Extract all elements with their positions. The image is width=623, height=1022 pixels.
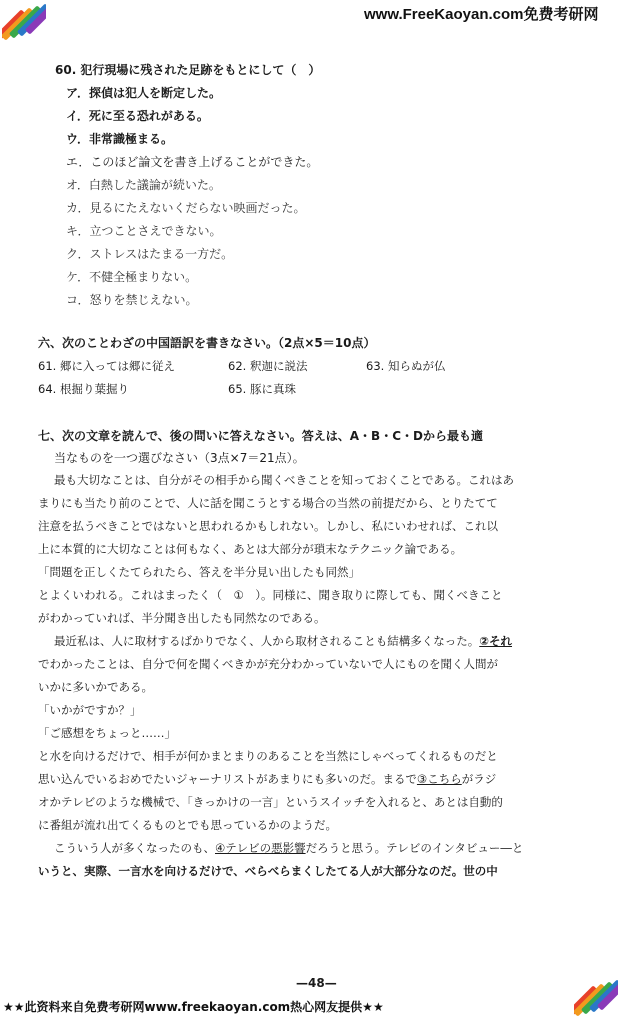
site-title: www.FreeKaoyan.com免费考研网 xyxy=(364,6,599,23)
passage-line: とよくいわれる。これはまったく（ ① ）。同様に、聞き取りに際しても、聞くべきこと xyxy=(38,588,503,602)
passage-line: オかテレビのような機械で、「きっかけの一言」というスイッチを入れると、あとは自動的 xyxy=(38,795,503,809)
section7-title: 七、次の文章を読んで、後の問いに答えなさい。答えは、A・B・C・Dから最も適 xyxy=(38,429,483,443)
q60-option: キ．立つことさえできない。 xyxy=(66,224,222,238)
passage-line: 最も大切なことは、自分がその相手から聞くべきことを知っておくことである。これはあ xyxy=(54,473,514,487)
section6-title: 六、次のことわざの中国語訳を書きなさい。（2点×5＝10点） xyxy=(38,336,376,350)
underlined-phrase: ②それ xyxy=(479,634,513,648)
logo-icon xyxy=(2,2,46,46)
proverb-item: 62. 釈迦に説法 xyxy=(228,359,308,373)
q60-option: ケ．不健全極まりない。 xyxy=(66,270,198,284)
underlined-phrase: ③こちら xyxy=(416,772,462,786)
q60-option: オ．白熱した議論が続いた。 xyxy=(66,178,221,192)
passage-line: こういう人が多くなったのも、④テレビの悪影響だろうと思う。テレビのインタビュー―と xyxy=(54,841,524,855)
passage-line: いうと、実際、一言水を向けるだけで、べらべらまくしたてる人が大部分なのだ。世の中 xyxy=(38,864,498,878)
footer-notice: ★★此资料来自免费考研网www.freekaoyan.com热心网友提供★★ xyxy=(3,1000,384,1014)
passage-line: まりにも当たり前のことで、人に話を聞こうとする場合の当然の前提だから、とりたてて xyxy=(38,496,498,510)
passage-line: がわかっていれば、半分聞き出したも同然なのである。 xyxy=(38,611,326,625)
passage-line: と水を向けるだけで、相手が何かまとまりのあることを当然にしゃべってくれるものだと xyxy=(38,749,498,763)
q60-option: イ．死に至る恐れがある。 xyxy=(66,109,209,123)
q60-option: ウ．非常識極まる。 xyxy=(66,132,174,146)
passage-line: 上に本質的に大切なことは何もなく、あとは大部分が瑣末なテクニック論である。 xyxy=(38,542,463,556)
proverb-item: 65. 豚に真珠 xyxy=(228,382,296,396)
q60-option: コ．怒りを禁じえない。 xyxy=(66,293,198,307)
passage-line: に番組が流れ出てくるものとでも思っているかのようだ。 xyxy=(38,818,337,832)
passage-line: 注意を払うべきことではないと思われるかもしれない。しかし、私にいわせれば、これ以 xyxy=(38,519,498,533)
passage-line: 最近私は、人に取材するばかりでなく、人から取材されることも結構多くなった。②それ xyxy=(54,634,513,648)
passage-line: 「ご感想をちょっと……」 xyxy=(38,726,176,740)
proverb-item: 64. 根掘り葉掘り xyxy=(38,382,129,396)
proverb-item: 61. 郷に入っては郷に従え xyxy=(38,359,175,373)
section7-title: 当なものを一つ選びなさい（3点×7＝21点）。 xyxy=(54,451,305,465)
q60-stem: 60. 犯行現場に残された足跡をもとにして（ ） xyxy=(55,63,321,77)
proverb-item: 63. 知らぬが仏 xyxy=(366,359,446,373)
q60-option: ク．ストレスはたまる一方だ。 xyxy=(66,247,234,261)
passage-line: いかに多いかである。 xyxy=(38,680,153,694)
passage-line: 「問題を正しくたてられたら、答えを半分見い出したも同然」 xyxy=(38,565,360,579)
q60-option: ア．探偵は犯人を断定した。 xyxy=(66,86,222,100)
underlined-phrase: ④テレビの悪影響 xyxy=(215,841,306,855)
logo-icon xyxy=(574,978,618,1022)
passage-line: 「いかがですか？」 xyxy=(38,703,142,717)
q60-option: カ．見るにたえないくだらない映画だった。 xyxy=(66,201,306,215)
q60-option: エ．このほど論文を書き上げることができた。 xyxy=(66,155,319,169)
page-number: —48— xyxy=(296,976,337,990)
passage-line: 思い込んでいるおめでたいジャーナリストがあまりにも多いのだ。まるで③こちらがラジ xyxy=(38,772,497,786)
passage-line: でわかったことは、自分で何を聞くべきかが充分わかっていないで人にものを聞く人間が xyxy=(38,657,498,671)
